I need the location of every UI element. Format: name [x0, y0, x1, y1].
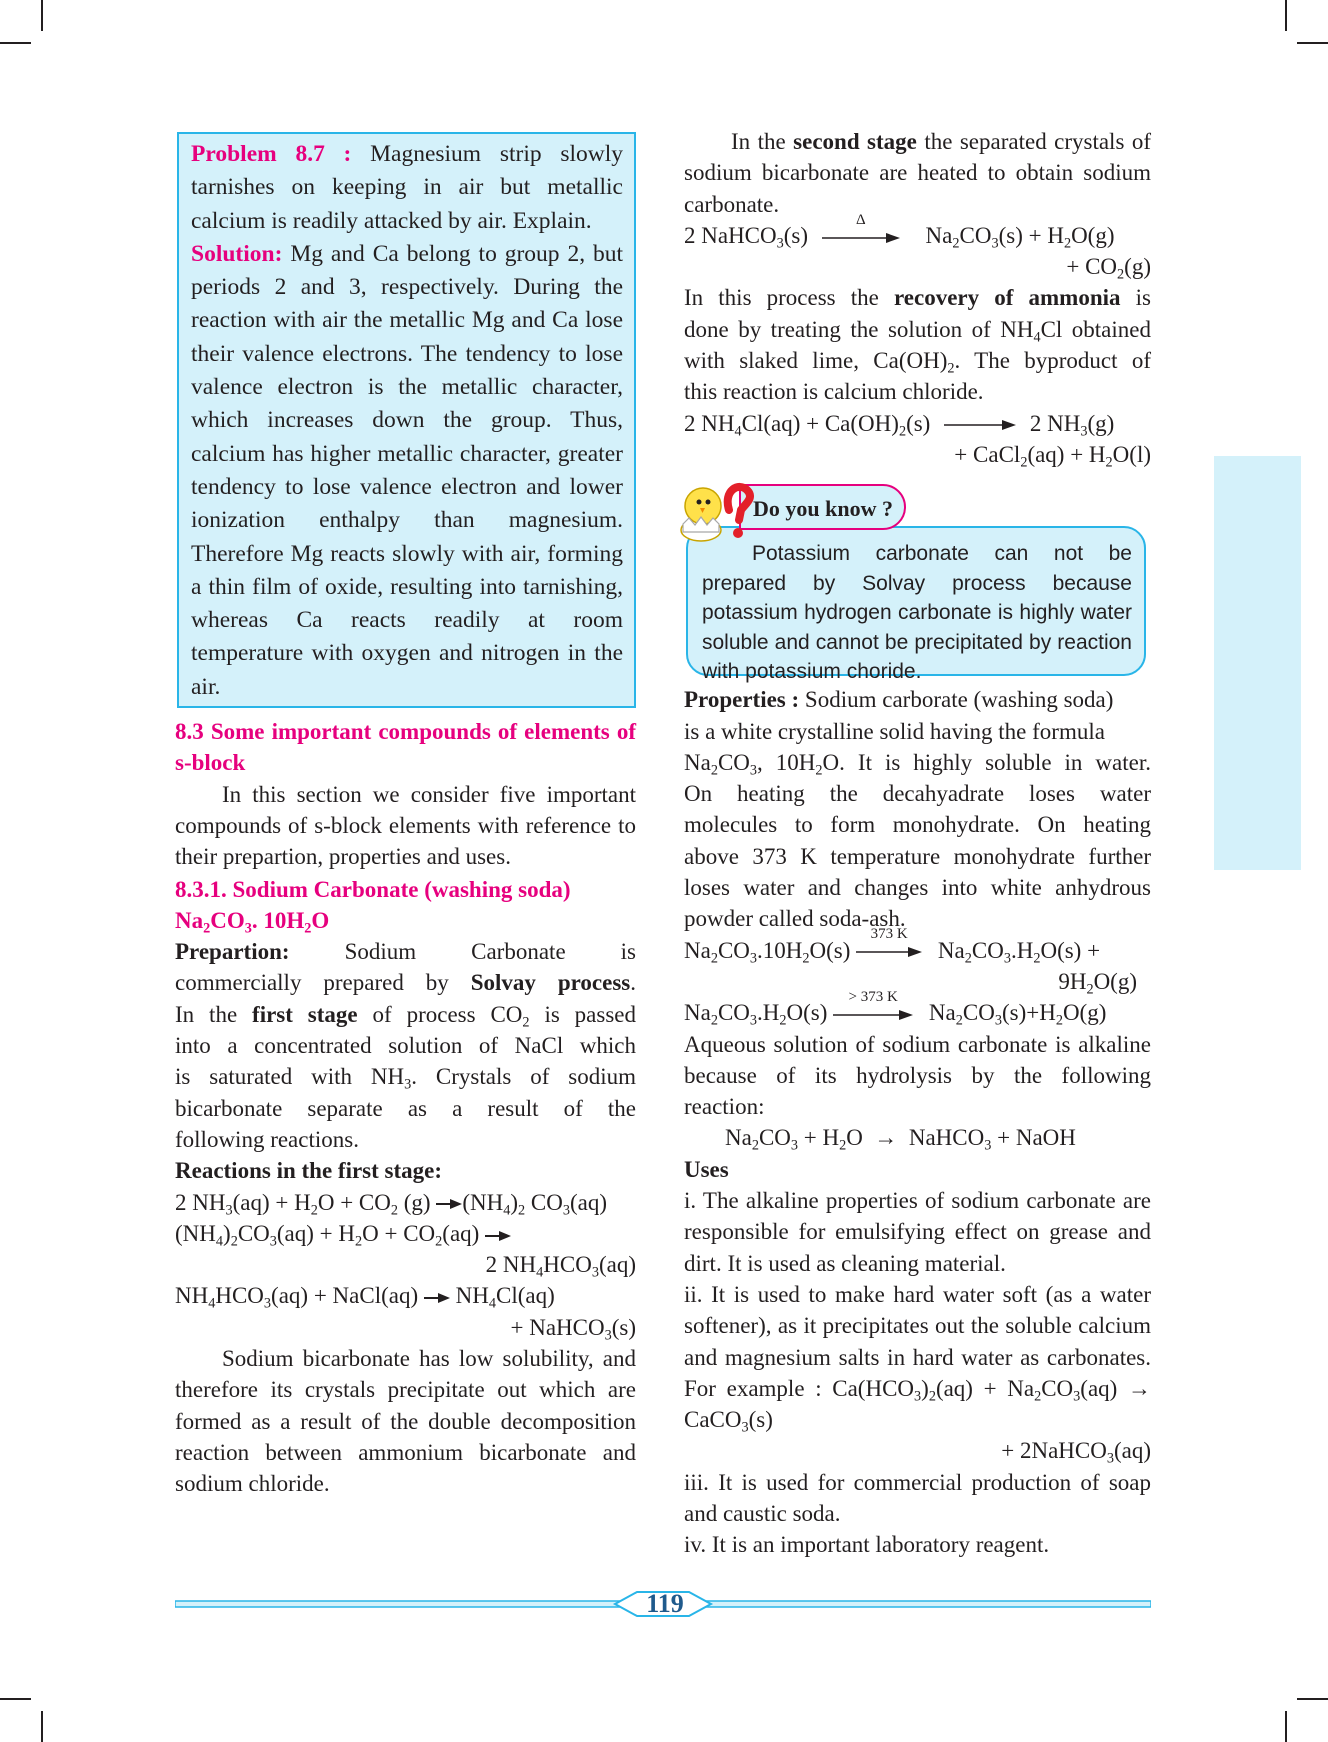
second-stage-paragraph: In the second stage the separated crystals of sodium bicarbonate are heated to obtain sodium carbonate.	[684, 129, 1151, 217]
temperature-label: > 373 K	[848, 988, 898, 1005]
preparation-line: into a concentrated solution of NaCl which	[175, 1033, 636, 1059]
preparation-line: In the first stage of process $CO_2$ is passed	[175, 1001, 636, 1030]
crop-mark	[41, 0, 43, 31]
problem-text: Magnesium strip slowly tarnishes on keeping in air but metallic calcium is readily attacked by air. Explain.	[191, 141, 624, 234]
recovery-line: In this process the recovery of ammonia is	[684, 285, 1151, 311]
do-you-know-text: Potassium carbonate can not be prepared by Solvay process because potassium hydrogen carbonate is highly water soluble and cannot be precipitated by reaction with potassium choride.	[702, 542, 1132, 684]
problem-label: Problem 8.7 :	[191, 141, 352, 167]
equation: $Na_2CO_3.H_2O(s)$ > 373 K $Na_2CO_3(s)+H_2O(g)$	[684, 988, 1107, 1029]
delta-symbol: Δ	[855, 211, 866, 228]
do-you-know-title: Do you know ?	[739, 484, 906, 530]
crop-mark	[41, 1711, 43, 1742]
equation: $NH_4HCO_3(aq)$ + NaCl(aq) $NH_4Cl(aq)$	[175, 1283, 555, 1312]
equation: 2 $NH_4Cl(aq) + Ca(OH)_2(s)$ 2 $NH_3(g)$	[684, 410, 1115, 439]
do-you-know-box	[684, 484, 1151, 684]
equation: 2 $NH_3(aq) + H_2O + CO_2$ (g) $(NH_4)_2$ $CO_3(aq)$	[175, 1189, 608, 1218]
subsection-heading: 8.3.1. Sodium Carbonate (washing soda) $Na_2CO_3$. $10H_2O$	[175, 876, 571, 937]
aqueous-paragraph: Aqueous solution of sodium carbonate is alkaline because of its hydrolysis by the following reaction:	[684, 1031, 1151, 1120]
properties-line: is a white crystalline solid having the formula	[684, 718, 1105, 744]
equation: $Na_2CO_3 + H_2O$ → NaHCO$_3$ + NaOH	[725, 1125, 1076, 1154]
use-item: iii. It is used for commercial production of soap and caustic soda.	[684, 1469, 1151, 1526]
problem-box	[177, 132, 636, 708]
equation: $(NH_4)_2CO_3(aq) + H_2O + CO_2(aq)$	[175, 1218, 636, 1249]
use-item: iv. It is an important laboratory reagent.	[684, 1532, 1050, 1558]
crop-mark	[0, 42, 31, 44]
equation: + CaCl$_2$(aq) + $H_2O(l)$	[954, 441, 1151, 471]
use-item: ii. It is used to make hard water soft (as a water softener), as it precipitates out the soluble calcium and magnesium salts in hard water as carbonates. For example : $Ca(HCO_3)_2(aq) + Na_2CO_3(aq)$ → CaCO$_3$(s)	[684, 1281, 1151, 1436]
properties-line: $Na_2CO_3$, $10H_2O$. It is highly soluble in water.	[684, 749, 1151, 779]
equation: 2 NaHCO$_3$(s) Δ $Na_2CO_3(s) + H_2O(g)$	[684, 211, 1115, 252]
preparation-line: commercially prepared by Solvay process.	[175, 970, 636, 996]
closing-paragraph: Sodium bicarbonate has low solubility, and therefore its crystals precipitate out which are formed as a result of the double decomposition reaction between ammonium bicarbonate and sodium chloride.	[175, 1345, 636, 1497]
preparation-line: Prepartion: Sodium Carbonate is	[175, 939, 636, 965]
reactions-heading: Reactions in the first stage:	[175, 1158, 443, 1184]
preparation-line: following reactions.	[175, 1126, 359, 1152]
recovery-line: this reaction is calcium chloride.	[684, 379, 984, 405]
crop-mark	[0, 1698, 31, 1700]
recovery-line: done by treating the solution of $NH_4Cl$ obtained	[684, 316, 1151, 346]
properties-rest: On heating the decahyadrate loses water molecules to form monohydrate. On heating above 373 K temperature monohydrate further loses water and changes into white anhydrous powder called soda-ash.	[684, 781, 1151, 932]
right-column	[684, 126, 1151, 1561]
crop-mark	[1285, 1711, 1287, 1742]
section-heading: 8.3 Some important compounds of elements of s-block	[175, 719, 636, 776]
page-number: 119	[646, 1589, 684, 1618]
chick-question-icon	[679, 480, 759, 550]
side-tab	[1214, 456, 1301, 870]
equation: + 2NaHCO$_3$(aq)	[1001, 1438, 1151, 1467]
solution-text: Mg and Ca belong to group 2, but periods 2 and 3, respectively. During the reaction with air the metallic Mg and Ca lose their valence electrons. The tendency to lose valence electron is the metallic character, which increases down the group. Thus, calcium has higher metallic character, greater tendency to lose valence electron and lower ionization enthalpy than magnesium. Therefore Mg reacts slowly with air, forming a thin film of oxide, resulting into tarnishing, whereas Ca reacts readily at room temperature with oxygen and nitrogen in the air.	[191, 240, 624, 700]
recovery-line: with slaked lime, $Ca(OH)_2$. The byproduct of	[684, 348, 1151, 377]
solution-label: Solution:	[191, 240, 283, 267]
preparation-line: is saturated with $NH_3$. Crystals of sodium	[175, 1064, 636, 1093]
crop-mark	[1297, 42, 1328, 44]
preparation-line: bicarbonate separate as a result of the	[175, 1095, 636, 1121]
crop-mark	[1297, 1698, 1328, 1700]
properties-line: Properties : Sodium carborate (washing soda)	[684, 687, 1114, 713]
equation: 2 $NH_4HCO_3(aq)$	[485, 1252, 636, 1281]
crop-mark	[1285, 0, 1287, 31]
equation: + NaHCO$_3$(s)	[510, 1314, 636, 1343]
section-intro: In this section we consider five important compounds of s-block elements with reference to their prepartion, properties and uses.	[175, 781, 636, 870]
equation: + $CO_2(g)$	[1066, 254, 1151, 283]
uses-heading: Uses	[684, 1156, 729, 1182]
temperature-label: 373 K	[870, 926, 908, 943]
left-column	[175, 132, 636, 1499]
use-item: i. The alkaline properties of sodium carbonate are responsible for emulsifying effect on grease and dirt. It is used as cleaning material.	[684, 1188, 1151, 1276]
equation: $9H_2O(g)$	[1058, 968, 1137, 998]
equation: $Na_2CO_3.10H_2O(s)$ 373 K $Na_2CO_3.H_2O(s)$ +	[684, 926, 1101, 966]
